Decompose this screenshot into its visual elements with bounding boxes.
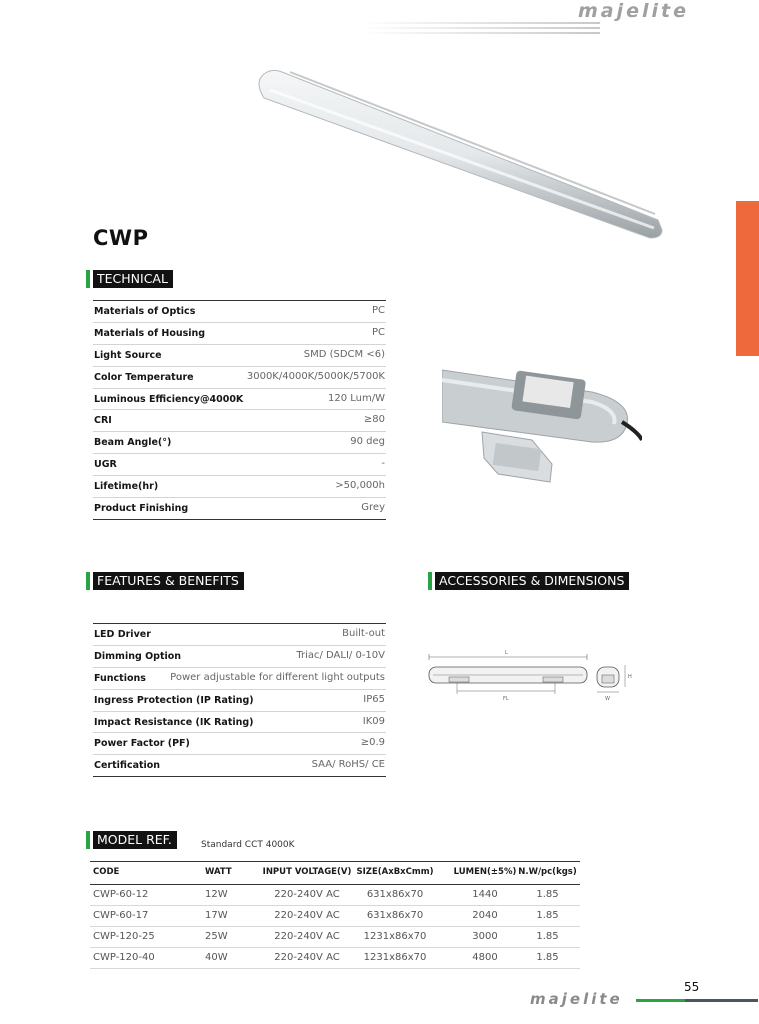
spec-key: UGR: [94, 459, 117, 471]
spec-value: IK09: [362, 715, 385, 727]
table-cell: CWP-60-12: [93, 889, 149, 900]
section-accent-bar: [86, 270, 90, 288]
spec-row: [93, 367, 386, 389]
spec-key: LED Driver: [94, 629, 151, 640]
dimension-drawing: [425, 645, 640, 705]
spec-value: >50,000h: [335, 480, 385, 492]
spec-row: [93, 755, 386, 776]
column-header: INPUT VOLTAGE(V): [262, 867, 352, 877]
table-cell: 40W: [205, 952, 228, 963]
table-cell: 1.85: [536, 931, 559, 942]
table-row: [90, 948, 580, 969]
section-label: TECHNICAL: [93, 270, 173, 288]
footer-brand-logo: majelite: [530, 990, 623, 1008]
brand-logo: majelite: [578, 0, 690, 22]
spec-value: SMD (SDCM <6): [303, 348, 385, 360]
spec-row: [93, 624, 386, 646]
spec-key: Luminous Efficiency@4000K: [94, 393, 244, 405]
table-cell: CWP-120-40: [93, 952, 155, 963]
model-table-header: [90, 861, 580, 885]
table-cell: 220-240V AC: [274, 910, 340, 921]
table-row: [90, 927, 580, 948]
column-header: CODE: [93, 867, 120, 877]
table-row: [90, 906, 580, 927]
features-table: [93, 623, 386, 777]
section-accent-bar: [86, 572, 90, 590]
spec-value: PC: [371, 326, 385, 338]
spec-row: [93, 323, 386, 345]
table-cell: 12W: [205, 889, 228, 900]
spec-value: Triac/ DALI/ 0-10V: [296, 649, 385, 661]
section-label: MODEL REF.: [93, 831, 177, 849]
table-cell: 220-240V AC: [274, 931, 340, 942]
dim-label-w: W: [605, 696, 610, 702]
spec-key: Lifetime(hr): [94, 481, 159, 493]
section-accent-bar: [428, 572, 432, 590]
spec-key: CRI: [94, 415, 112, 427]
spec-row: [93, 476, 386, 498]
table-cell: 1440: [472, 889, 498, 900]
section-label: FEATURES & BENEFITS: [93, 572, 244, 590]
table-cell: 4800: [472, 952, 498, 963]
spec-key: Impact Resistance (IK Rating): [94, 716, 254, 728]
table-row: [90, 885, 580, 906]
spec-key: Dimming Option: [94, 650, 182, 662]
spec-key: Light Source: [94, 349, 162, 361]
table-cell: 220-240V AC: [274, 952, 340, 963]
spec-value: ≥80: [363, 414, 385, 426]
spec-key: Functions: [94, 672, 146, 684]
product-title: CWP: [93, 226, 149, 250]
section-label: ACCESSORIES & DIMENSIONS: [435, 572, 629, 590]
spec-value: -: [381, 458, 385, 470]
spec-row: [93, 345, 386, 367]
side-color-tab: [736, 201, 759, 356]
table-cell: CWP-120-25: [93, 931, 155, 942]
spec-value: ≥0.9: [360, 737, 385, 749]
spec-value: 120 Lum/W: [328, 392, 385, 404]
table-cell: 2040: [472, 910, 498, 921]
table-cell: 631x86x70: [366, 889, 424, 900]
spec-value: Grey: [361, 502, 385, 514]
dim-label-fl: FL: [503, 696, 509, 702]
column-header: LUMEN(±5%): [453, 867, 517, 877]
spec-row: [93, 498, 386, 519]
table-cell: 1.85: [536, 910, 559, 921]
table-cell: 3000: [472, 931, 498, 942]
table-cell: 631x86x70: [366, 910, 424, 921]
page-number: 55: [684, 980, 700, 994]
spec-row: [93, 389, 386, 411]
column-header: WATT: [205, 867, 232, 877]
spec-row: [93, 668, 386, 690]
spec-key: Product Finishing: [94, 503, 189, 515]
spec-row: [93, 646, 386, 668]
spec-row: [93, 301, 386, 323]
footer-rule: [636, 999, 758, 1002]
spec-row: [93, 690, 386, 712]
spec-key: Materials of Housing: [94, 327, 206, 339]
spec-key: Ingress Protection (IP Rating): [94, 694, 254, 706]
spec-value: SAA/ RoHS/ CE: [311, 759, 385, 771]
spec-row: [93, 410, 386, 432]
spec-row: [93, 432, 386, 454]
section-accent-bar: [86, 831, 90, 849]
table-cell: CWP-60-17: [93, 910, 149, 921]
spec-value: 3000K/4000K/5000K/5700K: [246, 370, 385, 382]
spec-row: [93, 454, 386, 476]
model-note: Standard CCT 4000K: [201, 840, 295, 850]
product-image: [250, 60, 670, 240]
table-cell: 1231x86x70: [363, 931, 427, 942]
dim-label-l: L: [505, 650, 508, 656]
table-cell: 220-240V AC: [274, 889, 340, 900]
column-header: SIZE(AxBxCmm): [356, 867, 434, 877]
spec-value: Power adjustable for different light outputs: [170, 671, 385, 683]
spec-key: Certification: [94, 760, 161, 772]
table-cell: 1.85: [536, 889, 559, 900]
spec-value: PC: [371, 305, 385, 316]
table-cell: 25W: [205, 931, 228, 942]
technical-table: [93, 300, 386, 520]
spec-key: Materials of Optics: [94, 306, 196, 317]
spec-row: [93, 712, 386, 734]
table-cell: 17W: [205, 910, 228, 921]
header-stripes: [360, 22, 600, 36]
spec-key: Beam Angle(°): [94, 437, 172, 449]
column-header: N.W/pc(kgs): [518, 867, 577, 877]
table-cell: 1.85: [536, 952, 559, 963]
spec-value: 90 deg: [350, 436, 385, 448]
dim-label-h: H: [628, 674, 632, 680]
spec-value: IP65: [363, 693, 385, 705]
spec-row: [93, 733, 386, 755]
table-cell: 1231x86x70: [363, 952, 427, 963]
model-table: [90, 861, 580, 969]
spec-key: Power Factor (PF): [94, 738, 190, 750]
spec-value: Built-out: [342, 628, 385, 639]
spec-key: Color Temperature: [94, 371, 194, 383]
accessory-photo: [442, 362, 642, 488]
